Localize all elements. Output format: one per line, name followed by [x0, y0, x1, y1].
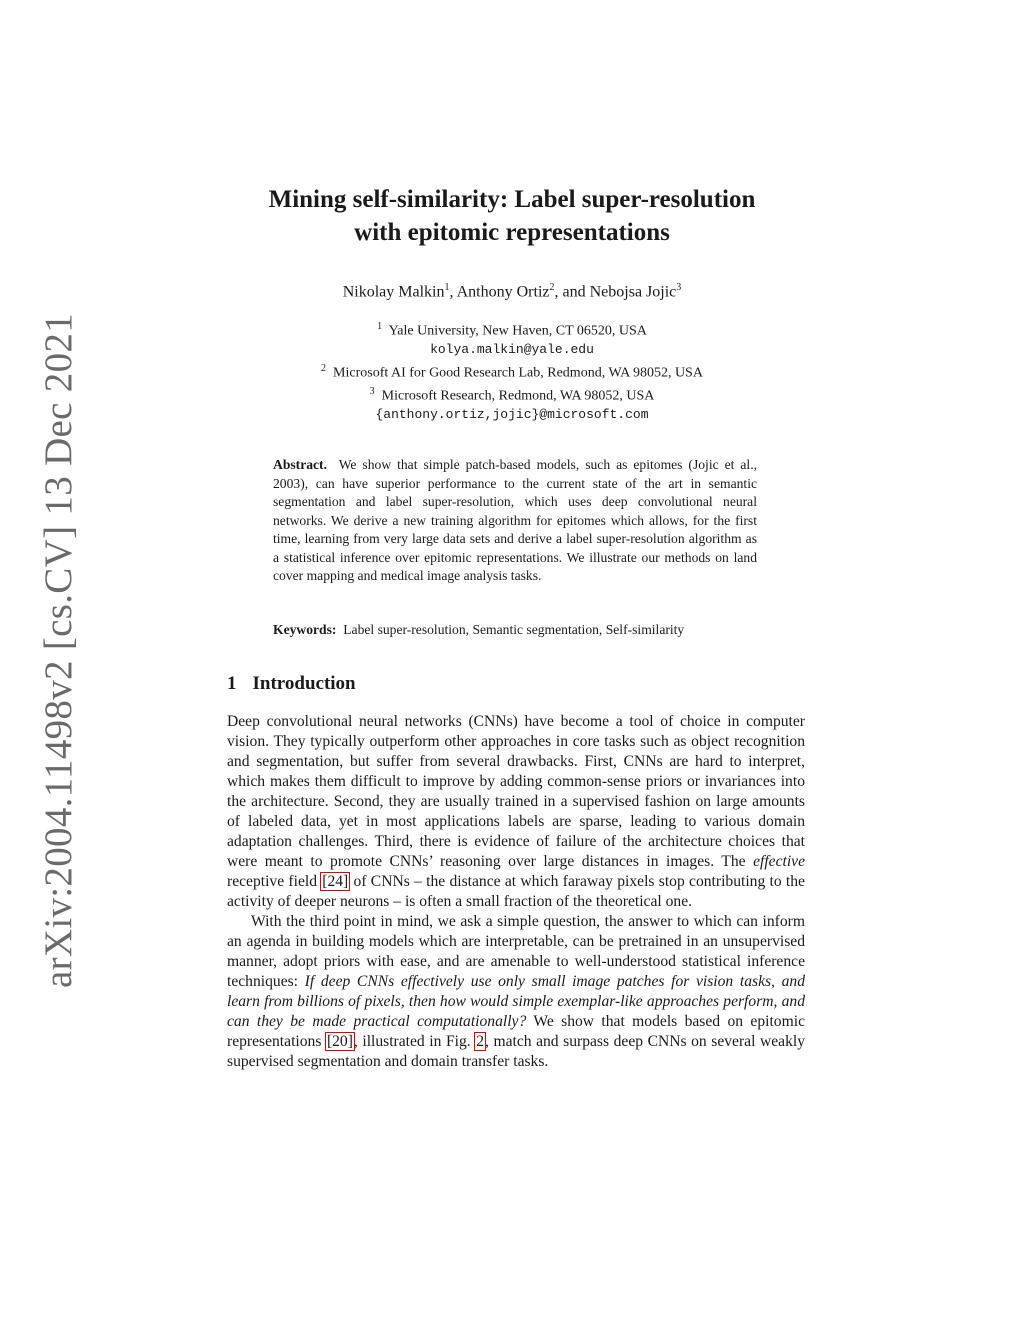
affiliations	[0, 318, 1024, 425]
abstract	[273, 456, 757, 586]
author-affiliation-mark: 1	[444, 282, 450, 293]
paragraph-text: receptive field	[227, 873, 322, 890]
affiliation-text: Microsoft Research, Redmond, WA 98052, USA	[381, 388, 655, 404]
citation-link[interactable]: [20]	[326, 1033, 353, 1050]
keywords-label: Keywords:	[273, 622, 337, 637]
author-name: Nikolay Malkin	[342, 283, 445, 301]
affiliation-number: 1	[377, 321, 383, 332]
paragraph-1	[227, 712, 805, 912]
affiliation-number: 3	[369, 386, 375, 398]
figure-link[interactable]: 2	[476, 1033, 484, 1050]
paragraph-text: Deep convolutional neural networks (CNNs) have become a tool of choice in computer vision. They typically outperform other approaches in core tasks such as object recognition and segmentation, but suffer from several drawbacks. First, CNNs are hard to interpret, which makes them difficult to improve by adding common-sense priors or invariances into the architecture. Second, they are usually trained in a supervised fashion on large amounts of labeled data, yet in most applications labels are sparse, leading to various domain adaptation challenges. Third, there is evidence of failure of the architecture choices that were meant to promote CNNs’ reasoning over large distances in images. The	[227, 713, 805, 870]
affiliation-3	[0, 383, 1024, 406]
affiliation-2	[0, 360, 1024, 383]
abstract-label: Abstract.	[273, 457, 327, 472]
title-line-2: with epitomic representations	[354, 219, 670, 246]
title-line-1: Mining self-similarity: Label super-resolution	[268, 186, 756, 213]
author-separator: ,	[449, 283, 457, 301]
paragraph-text: , illustrated in Fig.	[353, 1033, 476, 1050]
section-heading	[227, 673, 356, 695]
author-affiliation-mark: 3	[676, 282, 682, 293]
affiliation-1	[0, 318, 1024, 341]
paragraph-2	[227, 912, 805, 1072]
emphasis-text: If deep CNNs effectively use only small image patches for vision tasks, and learn from billions of pixels, then how would simple exemplar-like approaches perform, and can they be made practical computationally?	[227, 973, 805, 1030]
author-list	[0, 282, 1024, 301]
affiliation-number: 2	[321, 362, 327, 374]
author-name: Anthony Ortiz	[456, 283, 550, 301]
affiliation-3-email[interactable]: {anthony.ortiz,jojic}@microsoft.com	[375, 407, 649, 423]
author-separator: , and	[554, 283, 590, 301]
citation-link[interactable]: [24]	[322, 873, 349, 890]
arxiv-side-stamp	[28, 312, 88, 988]
abstract-text: We show that simple patch-based models, such as epitomes (Jojic et al., 2003), can have superior performance to the current state of the art in semantic segmentation and label super-resolution, which uses deep convolutional neural networks. We derive a new training algorithm for epitomes which allows, for the first time, learning from very large data sets and derive a label super-resolution algorithm as a statistical inference over epitomic representations. We illustrate our methods on land cover mapping and medical image analysis tasks.	[273, 457, 757, 583]
affiliation-1-email[interactable]: kolya.malkin@yale.edu	[430, 342, 594, 358]
author-affiliation-mark: 2	[549, 282, 555, 293]
author-name: Nebojsa Jojic	[589, 283, 677, 301]
affiliation-text: Microsoft AI for Good Research Lab, Redmond, WA 98052, USA	[333, 365, 703, 381]
arxiv-identifier: arXiv:2004.11498v2 [cs.CV] 13 Dec 2021	[36, 312, 80, 988]
section-number: 1	[227, 673, 237, 694]
paragraph-text: With the third point in mind, we ask a simple question, the answer to which can inform an agenda in building models which are interpretable, can be pretrained in an unsupervised manner, adopt priors with ease, and are amenable to well-understood statistical inference techniques:	[227, 913, 805, 990]
paragraph-text: of CNNs – the distance at which faraway pixels stop contributing to the activity of deeper neurons – is often a small fraction of the theoretical one.	[227, 873, 805, 910]
paragraph-text: , match and surpass deep CNNs on several weakly supervised segmentation and domain transfer tasks.	[227, 1033, 805, 1070]
keywords	[273, 621, 793, 639]
paper-title	[0, 183, 1024, 249]
affiliation-text: Yale University, New Haven, CT 06520, USA	[388, 323, 647, 339]
section-body	[227, 712, 805, 1072]
section-title: Introduction	[252, 673, 356, 694]
paragraph-text: We show that models based on epitomic representations	[227, 1013, 805, 1050]
keywords-text: Label super-resolution, Semantic segmentation, Self-similarity	[343, 622, 685, 637]
emphasis-text: effective	[753, 853, 805, 870]
